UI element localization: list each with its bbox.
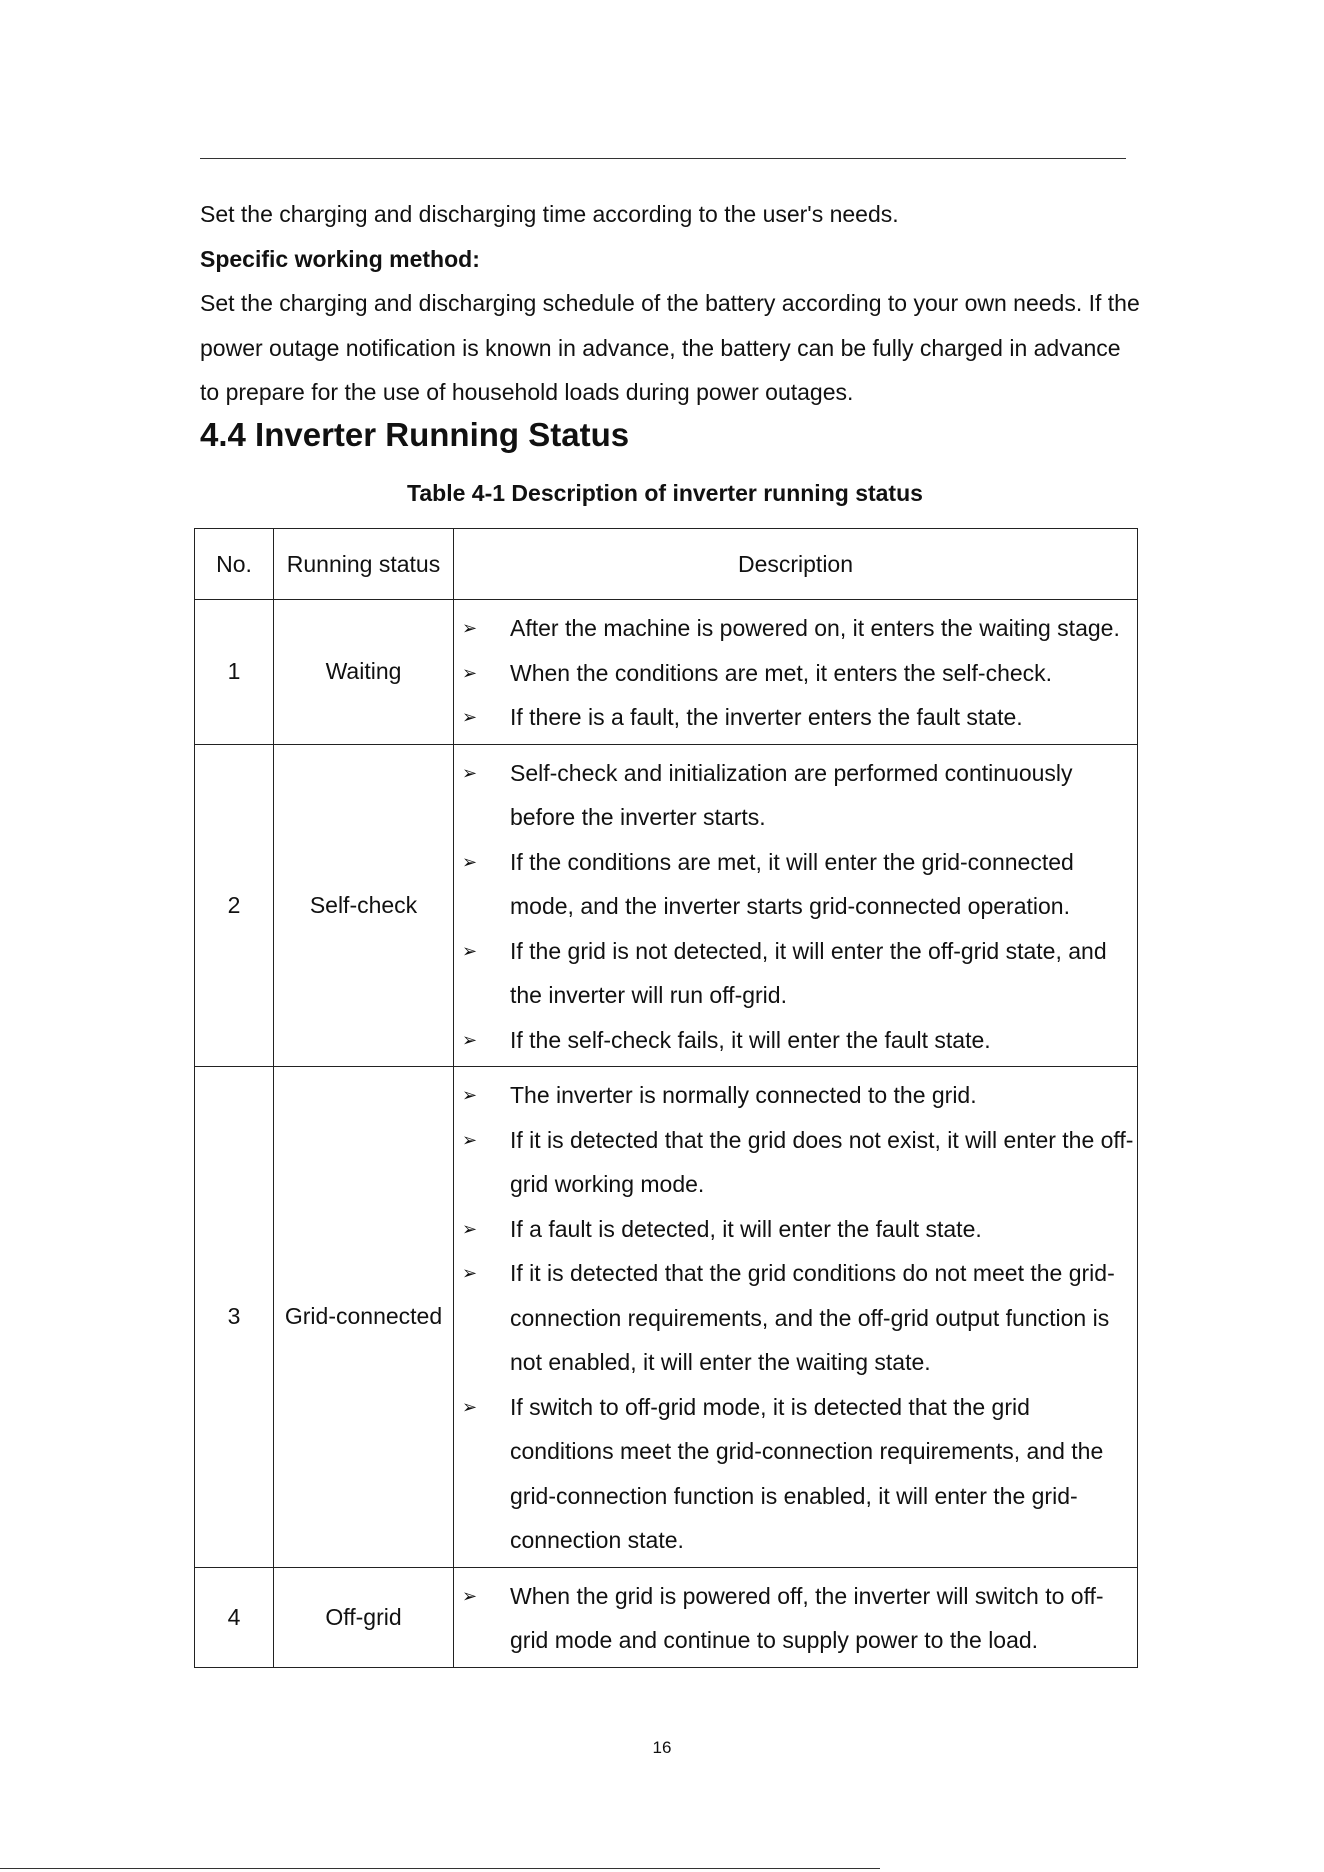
list-item: [454, 1574, 1137, 1663]
table-row: [195, 1567, 1138, 1667]
description-list: [454, 1574, 1137, 1663]
row-number: 3: [195, 1067, 274, 1568]
footer-rule: [0, 1868, 880, 1869]
arrow-bullet-icon: ➢: [462, 1396, 478, 1417]
table-row: [195, 600, 1138, 745]
description-text: After the machine is powered on, it enters the waiting stage.: [510, 615, 1120, 641]
header-rule: [200, 158, 1126, 159]
arrow-bullet-icon: ➢: [462, 707, 478, 727]
description-list: [454, 751, 1137, 1063]
header-description: Description: [454, 529, 1138, 600]
header-no: No.: [195, 529, 274, 600]
list-item: [454, 606, 1137, 651]
list-item: [454, 1018, 1137, 1063]
table-row: [195, 744, 1138, 1067]
row-number: 4: [195, 1567, 274, 1667]
description-text: If switch to off-grid mode, it is detected that the grid conditions meet the grid-connection requirements, and the grid-connection function is enabled, it will enter the grid-connection state.: [510, 1393, 1104, 1553]
description-text: When the conditions are met, it enters the self-check.: [510, 659, 1053, 686]
header-running-status: Running status: [274, 529, 454, 600]
list-item: [454, 751, 1137, 840]
section-heading: 4.4 Inverter Running Status: [200, 416, 630, 453]
description-cell: [454, 1567, 1138, 1667]
description-text: The inverter is normally connected to the grid.: [510, 1082, 977, 1108]
method-heading: Specific working method:: [200, 245, 480, 272]
description-text: If the self-check fails, it will enter the fault state.: [510, 1026, 991, 1053]
arrow-bullet-icon: ➢: [462, 1263, 478, 1283]
table-header-row: [195, 529, 1138, 600]
table-row: [195, 1067, 1138, 1568]
running-status-table: [194, 528, 1138, 1668]
list-item: [454, 929, 1137, 1018]
table-caption: Table 4-1 Description of inverter running status: [407, 480, 923, 506]
description-text: If it is detected that the grid does not exist, it will enter the off-grid working mode.: [510, 1126, 1134, 1197]
arrow-bullet-icon: ➢: [462, 618, 478, 638]
arrow-bullet-icon: ➢: [462, 940, 478, 961]
list-item: [454, 1118, 1137, 1207]
arrow-bullet-icon: ➢: [462, 1218, 478, 1239]
list-item: [454, 1385, 1137, 1563]
description-text: If the grid is not detected, it will enter the off-grid state, and the inverter will run off-grid.: [510, 937, 1107, 1008]
list-item: [454, 1073, 1137, 1118]
running-status-cell: Waiting: [274, 600, 454, 745]
description-list: [454, 606, 1137, 740]
list-item: [454, 840, 1137, 929]
description-text: Self-check and initialization are performed continuously before the inverter starts.: [510, 759, 1073, 830]
description-text: If the conditions are met, it will enter the grid-connected mode, and the inverter starts grid-connected operation.: [510, 848, 1074, 919]
row-number: 1: [195, 600, 274, 745]
arrow-bullet-icon: ➢: [462, 1029, 478, 1050]
list-item: [454, 695, 1137, 740]
arrow-bullet-icon: ➢: [462, 1129, 478, 1150]
description-cell: [454, 744, 1138, 1067]
page-number: 16: [652, 1738, 672, 1757]
description-list: [454, 1073, 1137, 1563]
description-text: If there is a fault, the inverter enters the fault state.: [510, 704, 1023, 730]
running-status-cell: Self-check: [274, 744, 454, 1067]
list-item: [454, 1207, 1137, 1252]
description-text: When the grid is powered off, the inverter will switch to off-grid mode and continue to supply power to the load.: [510, 1582, 1104, 1653]
running-status-cell: Grid-connected: [274, 1067, 454, 1568]
list-item: [454, 1251, 1137, 1385]
method-paragraph: Set the charging and discharging schedule of the battery according to your own needs. If the power outage notification is known in advance, the battery can be fully charged in advance to prepare for the use of household loads during power outages.: [200, 290, 1140, 405]
list-item: [454, 651, 1137, 696]
running-status-cell: Off-grid: [274, 1567, 454, 1667]
description-text: If a fault is detected, it will enter the fault state.: [510, 1215, 982, 1242]
arrow-bullet-icon: ➢: [462, 662, 478, 683]
description-text: If it is detected that the grid conditions do not meet the grid-connection requirements, and the off-grid output function is not enabled, it will enter the waiting state.: [510, 1260, 1115, 1375]
arrow-bullet-icon: ➢: [462, 1585, 478, 1606]
intro-line: Set the charging and discharging time according to the user's needs.: [200, 201, 899, 227]
arrow-bullet-icon: ➢: [462, 1085, 478, 1105]
row-number: 2: [195, 744, 274, 1067]
arrow-bullet-icon: ➢: [462, 762, 478, 783]
table-body: [195, 600, 1138, 1668]
arrow-bullet-icon: ➢: [462, 851, 478, 872]
description-cell: [454, 1067, 1138, 1568]
intro-text: [200, 192, 1140, 415]
description-cell: [454, 600, 1138, 745]
